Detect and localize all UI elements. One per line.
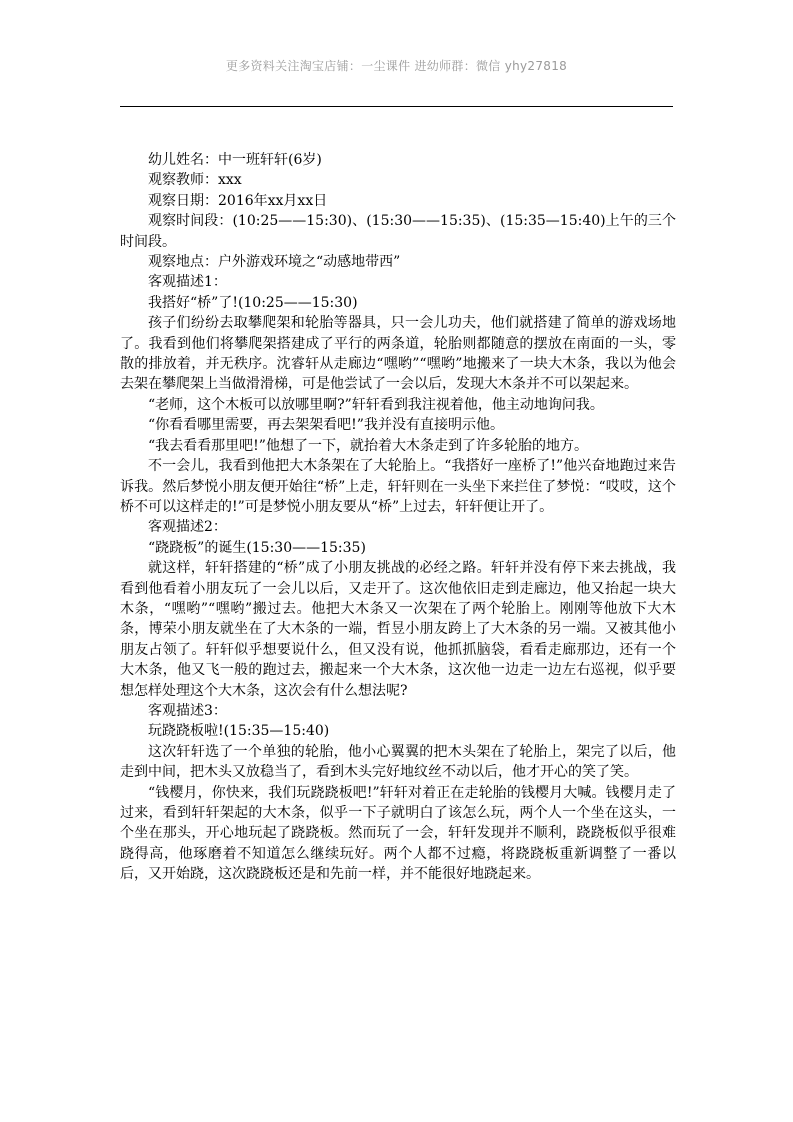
location-line: 观察地点：户外游戏环境之“动感地带西” [148, 254, 401, 271]
teacher-line: 观察教师：xxx [148, 172, 242, 189]
page-header-notice: 更多资料关注淘宝店铺：一尘课件 进幼师群：微信 yhy27818 [225, 59, 568, 73]
desc3-label: 客观描述3： [148, 702, 227, 719]
document-body [120, 150, 676, 885]
desc1-title: 我搭好“桥”了!(10:25——15:30) [148, 294, 358, 311]
desc3-paragraph: 这次轩轩选了一个单独的轮胎，他小心翼翼的把木头架在了轮胎上，架完了以后，他走到中间，把木头又放稳当了，看到木头完好地纹丝不动以后，他才开心的笑了笑。 [120, 743, 676, 781]
time-range-line: 观察时间段：(10:25——15:30)、(15:30——15:35)、(15:35—15:40)上午的三个时间段。 [120, 213, 676, 250]
desc1-paragraph: “老师，这个木板可以放哪里啊?”轩轩看到我注视着他，他主动地询问我。 [148, 396, 604, 413]
desc1-paragraph: “我去看看那里吧!”他想了一下，就抬着大木条走到了许多轮胎的地方。 [148, 437, 588, 454]
date-line: 观察日期：2016年xx月xx日 [148, 192, 328, 209]
desc1-label: 客观描述1： [148, 274, 227, 291]
desc2-paragraph: 就这样，轩轩搭建的“桥”成了小朋友挑战的必经之路。轩轩并没有停下来去挑战，我看到他看着小朋友玩了一会儿以后，又走开了。这次他依旧走到走廊边，他又抬起一块大木条，“嘿哟”“嘿哟”搬过去。他把大木条又一次架在了两个轮胎上。刚刚等他放下大木条，博荣小朋友就坐在了大木条的一端，哲昱小朋友跨上了大木条的另一端。又被其他小朋友占领了。轩轩似乎想要说什么，但又没有说，他抓抓脑袋，看看走廊那边，还有一个大木条，他又飞一般的跑过去，搬起来一个大木条，这次他一边走一边左右巡视，似乎要想怎样处理这个大木条，这次会有什么想法呢? [120, 560, 676, 699]
desc3-paragraph: “钱樱月，你快来，我们玩跷跷板吧!”轩轩对着正在走轮胎的钱樱月大喊。钱樱月走了过来，看到轩轩架起的大木条，似乎一下子就明白了该怎么玩，两个人一个坐在这头，一个坐在那头，开心地玩起了跷跷板。然而玩了一会，轩轩发现并不顺利，跷跷板似乎很难跷得高，他琢磨着不知道怎么继续玩好。两个人都不过瘾，将跷跷板重新调整了一番以后，又开始跷，这次跷跷板还是和先前一样，并不能很好地跷起来。 [120, 784, 676, 883]
desc1-paragraph: “你看看哪里需要，再去架架看吧!”我并没有直接明示他。 [148, 417, 504, 434]
child-name-line: 幼儿姓名：中一班轩轩(6岁) [148, 152, 322, 168]
desc1-paragraph: 孩子们纷纷去取攀爬架和轮胎等器具，只一会儿功夫，他们就搭建了简单的游戏场地了。我看到他们将攀爬架搭建成了平行的两条道，轮胎则都随意的摆放在南面的一头，零散的排放着，并无秩序。沈睿轩从走廊边“嘿哟”“嘿哟”地搬来了一块大木条，我以为他会去架在攀爬架上当做滑滑梯，可是他尝试了一会以后，发现大木条并不可以架起来。 [120, 315, 676, 393]
desc3-title: 玩跷跷板啦!(15:35—15:40) [148, 723, 330, 740]
desc2-label: 客观描述2： [148, 519, 227, 536]
desc2-title: “跷跷板”的诞生(15:30——15:35) [148, 539, 366, 556]
desc1-paragraph: 不一会儿，我看到他把大木条架在了大轮胎上。“我搭好一座桥了!”他兴奋地跑过来告诉我。然后梦悦小朋友便开始往“桥”上走，轩轩则在一头坐下来拦住了梦悦：“哎哎，这个桥不可以这样走的!”可是梦悦小朋友要从“桥”上过去，轩轩便让开了。 [120, 458, 676, 515]
header-divider [120, 106, 673, 107]
